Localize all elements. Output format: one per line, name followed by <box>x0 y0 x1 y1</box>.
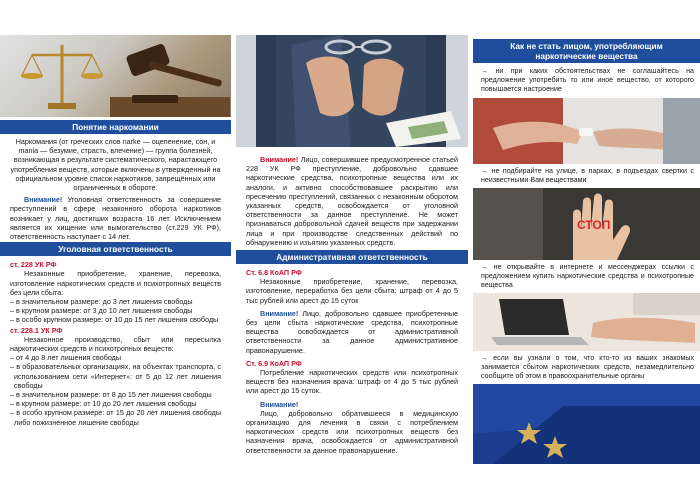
art69-title: Ст. 6.9 КоАП РФ <box>246 358 302 368</box>
attention-label: Внимание! <box>260 155 299 164</box>
attention-block <box>0 195 231 241</box>
attention2-block <box>236 309 468 355</box>
column-middle <box>236 35 468 495</box>
police-epaulette-stars-illustration <box>473 384 700 464</box>
attention-label: Внимание! <box>24 195 63 205</box>
tips-title: Как не стать лицом, употребляющим наркотические вещества <box>473 39 700 63</box>
arrow-icon: → <box>481 354 489 362</box>
tip-3 <box>473 263 700 290</box>
art69-text: Потребление наркотических средств или психотропных веществ без назначения врача: штраф от 4 до 5 тыс рублей или арест до 15 суток. <box>246 368 458 396</box>
stop-photo <box>473 188 700 260</box>
concept-text: Наркомания (от греческих слов narke — оцепенение, сон, и mania — безумие, страсть, влечение) — группа болезней, возникающая в результате систематического, нарастающего употребления веществ, которые включены в утвержденный на официальном уровне список наркотиков, запрещённых или ограниченных в обороте. <box>10 137 221 193</box>
attention2-label: Внимание! <box>260 308 299 318</box>
attention-text: Уголовная ответственность за совершение преступлений в сфере незаконного оборота наркотиков возникает у лиц, достигших возраста 16 лет. Исключением является их хищение или вымогательство (ст.229 УК РФ), ответственность наступает с 14 лет. <box>10 195 222 242</box>
art2281-item: – в значительном размере: от 8 до 15 лет лишения свободы <box>10 390 212 400</box>
tip-2 <box>473 167 700 185</box>
art228-item: – в крупном размере: от 3 до 10 лет лишения свободы <box>10 306 193 316</box>
art2281-title: ст. 228.1 УК РФ <box>10 325 63 335</box>
arrow-icon: → <box>481 167 489 175</box>
hands-passing-pills-illustration <box>473 98 700 164</box>
art2281-intro: Незаконное производство, сбыт или пересылка наркотических средств и психотропных веществ: <box>10 334 221 354</box>
police-shoulder-photo <box>473 384 700 464</box>
attention-text: Лицо, совершившее предусмотренное статьей 228 УК РФ преступление, добровольно сдавшее наркотические средства, психотропные вещества или их аналоги, и активно способствовавшее раскрытию или пресечению преступлений, связанных с незаконным оборотом указанных средств, освобождается от уголовной ответственности за данное преступление. Не может признаваться добровольной сдачей веществ при задержании лица и при производстве следственных действий по обнаружению и изъятию указанных средств. <box>246 155 458 247</box>
arrow-icon: → <box>481 67 489 75</box>
top-margin <box>0 0 700 35</box>
arrow-icon: → <box>481 263 489 271</box>
art2281-item: – в образовательных организациях, на объектах транспорта, с использованием сети «Интернет»: от 5 до 12 лет лишения свободы <box>10 362 221 390</box>
art68-title: Ст. 6.8 КоАП РФ <box>246 268 302 278</box>
concept-title: Понятие наркомании <box>0 120 231 134</box>
art2281-item: – в особо крупном размере: от 15 до 20 лет лишения свободы либо пожизненное лишение свободы <box>10 408 221 427</box>
handcuffed-hands-illustration <box>236 35 468 147</box>
art228-item: – в значительном размере: до 3 лет лишения свободы <box>10 297 193 307</box>
tip-1 <box>473 67 700 94</box>
column-left <box>0 35 231 495</box>
attention3-label: Внимание! <box>260 399 299 409</box>
tip-text: не открывайте в интернете и мессенджерах ссылки с предложением купить наркотические средства и психотропные вещества <box>481 263 694 289</box>
offer-pill-photo <box>473 98 700 164</box>
art68-text: Незаконные приобретение, хранение, перевозка, изготовление, переработка без цели сбыта: штраф от 4 до 5 тыс рублей или арест до 15 суток <box>246 277 458 305</box>
tip-text: ни при каких обстоятельствах не соглашайтесь на предложение употребить то или иное вещество, от которого повышается настроение <box>481 67 694 93</box>
tip-text: если вы узнали о том, что кто-то из ваших знакомых занимается сбытом наркотических средств, незамедлительно сообщите об этом в правоохранительные органы <box>481 354 694 380</box>
art2281-item: – от 4 до 8 лет лишения свободы <box>10 353 122 363</box>
attention-block <box>236 155 468 247</box>
scales-gavel-illustration <box>0 35 231 117</box>
art2281-item: – в крупном размере: от 10 до 20 лет лишения свободы <box>10 399 197 409</box>
stop-sign-label: СТОП <box>577 218 611 232</box>
art228-intro: Незаконные приобретение, хранение, перевозка, изготовление наркотических средств и психотропных веществ без цели сбыта: <box>10 269 221 297</box>
attention2-text: Лицо, добровольно сдавшее приобретенные без цели сбыта наркотические средства, психотропные вещества освобождается от административной ответственности за данное административное правонарушение. <box>246 308 458 355</box>
tip-text: не подбирайте на улице, в парках, в подъездах свертки с неизвестными Вам веществами <box>481 167 694 184</box>
art228-title: ст. 228 УК РФ <box>10 260 57 270</box>
handcuffs-photo <box>236 35 468 147</box>
attention3-text: Лицо, добровольно обратившееся в медицинскую организацию для лечения в связи с потреблением наркотических средств или психотропных веществ без назначения врача, освобождается от административной ответственности за данное правонарушение. <box>246 408 458 455</box>
art228-item: – в особо крупном размере: от 10 до 15 лет лишения свободы <box>10 315 219 325</box>
criminal-title: Уголовная ответственность <box>0 242 231 256</box>
column-right <box>473 35 700 495</box>
admin-title: Административная ответственность <box>236 250 468 264</box>
tip-4 <box>473 354 700 381</box>
laptop-hands-illustration <box>473 293 700 351</box>
laptop-photo <box>473 293 700 351</box>
gavel-scales-photo <box>0 35 231 117</box>
